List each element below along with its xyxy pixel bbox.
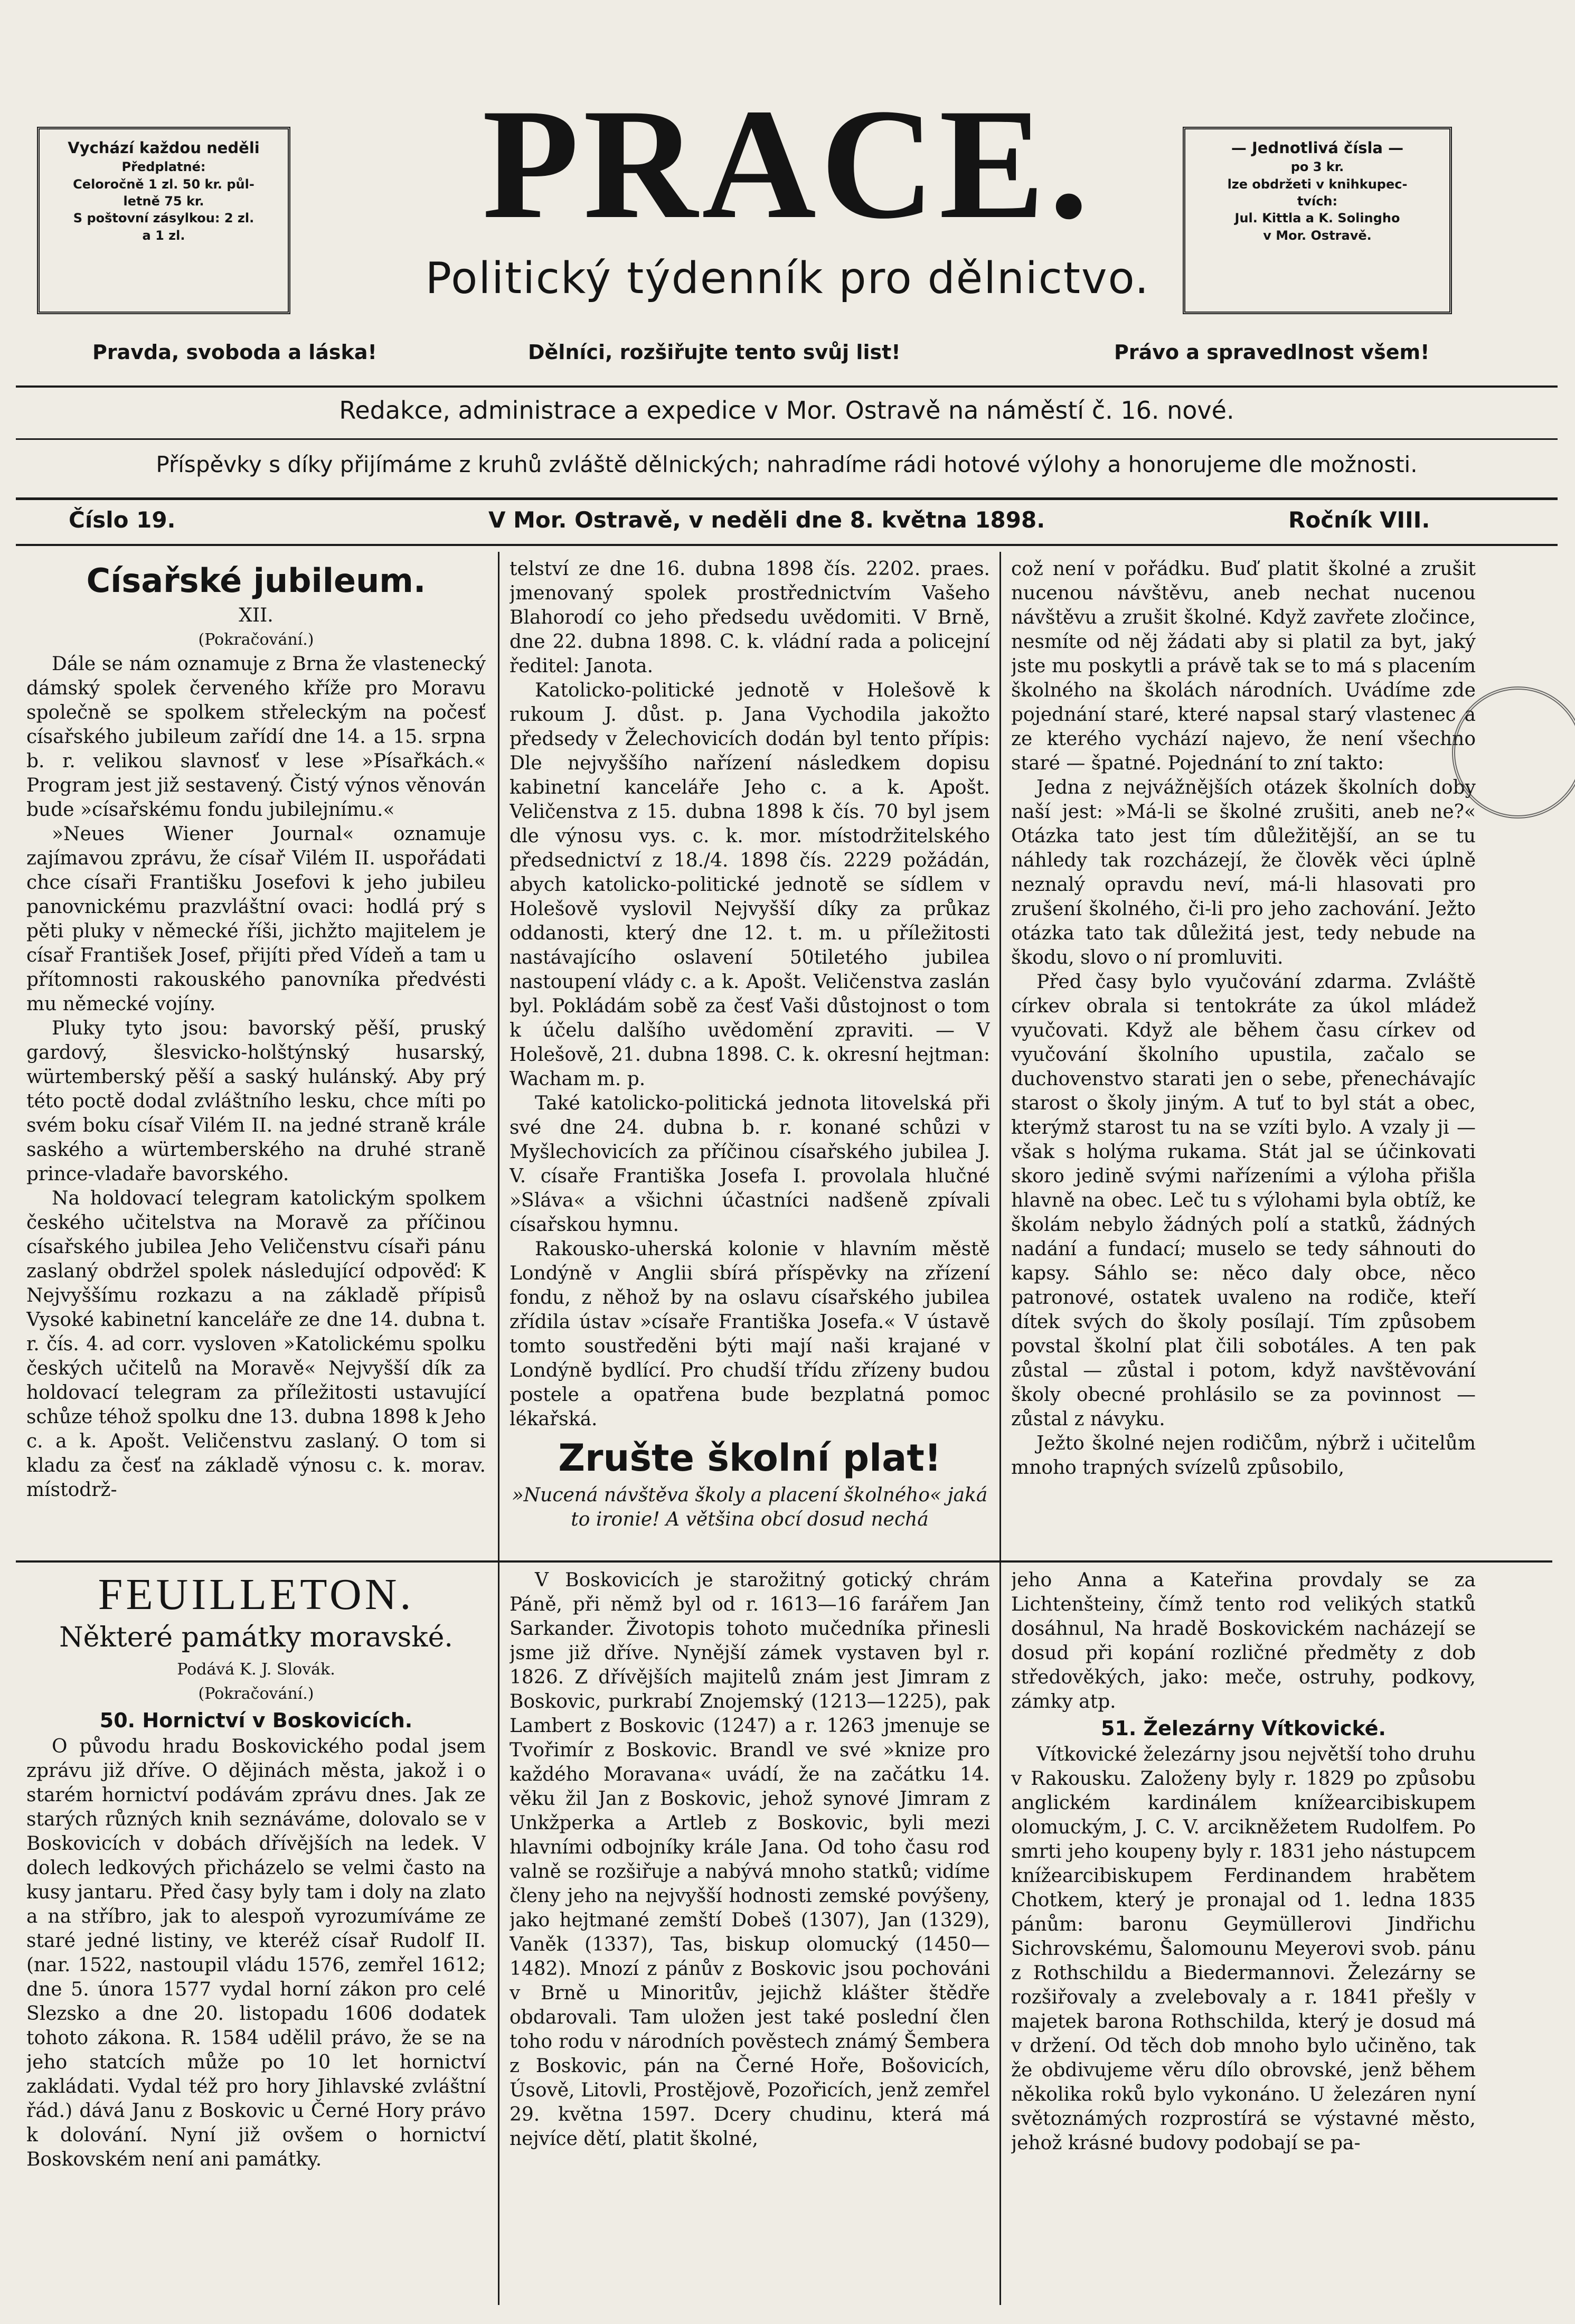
divider: [16, 544, 1558, 546]
feuilleton-section: 51. Železárny Vítkovické.: [1101, 1717, 1386, 1740]
column-3-feuilleton: [1011, 1568, 1476, 2302]
paragraph: Katolicko-politické jednotě v Holešově k rukoum J. důst. p. Jana Vychodila jakožto předsedy v Želechovicích dodán byl tento přípis: Dle nejvyššího nařízení následkem dopisu kabinetní kanceláře Jeho c. a k. Apošt. Veličenstva z 15. dubna 1898 k čís. 70 byl jsem dle výnosu vys. c. k. mor. místodržitelského předsednictví z 18./4. 1898 čís. 2229 požádán, abych katolicko-politické jednotě se sídlem v Holešově vyslovil Nejvyšší díky za průkaz oddanosti, který dne 12. t. m. u příležitosti nastávajícího oslavení 50tiletého jubilea nastoupení vlády c. a k. Apošt. Veličenstva zaslán byl. Pokládám sobě za česť Vaši důstojnost o tom k účelu dalšího uvědomění zpraviti. — V Holešově, 21. dubna 1898. C. k. okresní hejtman: Wacham m. p.: [510, 680, 990, 1090]
article-part: XII.: [239, 605, 273, 627]
motto-left: Pravda, svoboda a láska!: [92, 341, 377, 364]
feuilleton-continued: (Pokračování.): [198, 1684, 314, 1703]
motto-center: Dělníci, rozšiřujte tento svůj list!: [528, 341, 901, 364]
paragraph: telství ze dne 16. dubna 1898 čís. 2202. praes. jmenovaný spolek prostřednictvím Vašeho Blahorodí co jeho předsedu uvědomiti. V Brně, dne 22. dubna 1898. C. k. vládní rada a policejní ředitel: Janota.: [510, 558, 990, 677]
subscription-line: Předplatné:: [121, 159, 206, 175]
article-heading: Císařské jubileum.: [86, 561, 426, 600]
article-lead: »Nucená návštěva školy a placení školného« jaká to ironie! A většina obcí dosud nechá: [512, 1484, 988, 1530]
paragraph: Dále se nám oznamuje z Brna že vlastenecký dámský spolek červeného kříže pro Moravu společně se spolkem střeleckým na počesť císařského jubileum zařídí dne 14. a 15. srpna b. r. velikou slavnosť v lese »Písařkách.« Program jest již sestavený. Čistý výnos věnován bude »císařskému fondu jubilejnímu.«: [26, 653, 486, 821]
subscription-box-title: Vychází každou neděli: [68, 139, 260, 157]
subscription-line: S poštovní zásylkou: 2 zl.: [73, 211, 254, 226]
paragraph: Na holdovací telegram katolickým spolkem českého učitelstva na Moravě za příčinou císařského jubilea Jeho Veličenstvu císaři pánu zaslaný obdržel spolek následující odpověď: K Nejvyššímu rozkazu a na základě přípisů Vysoké kabinetní kanceláře ze dne 14. dubna t. r. čís. 4. ad corr. vysloven »Katolickému spolku českých učitelů na Moravě« Nejvyšší dík za holdovací telegram za příležitosti ustavující schůze téhož spolku dne 13. dubna 1898 k Jeho c. a k. Apošt. Veličenstvu zaslaný. O tom si kladu za česť na základě výnosu c. k. morav. místodrž-: [26, 1188, 486, 1501]
paragraph: O původu hradu Boskovického podal jsem zprávu již dříve. O dějinách města, jakož i o starém hornictví podávám zprávu dnes. Jak ze starých různých knih seznáváme, dolovalo se v Boskovicích v dobách dřívějších na ledek. V dolech ledkových přicházelo se velmi často na kusy jantaru. Před časy byly tam i doly na zlato a na stříbro, jak to alespoň vyrozumíváme ze staré jedné listiny, ve kteréž císař Rudolf II. (nar. 1522, nastoupil vládu 1576, zemřel 1612; dne 5. února 1577 vydal horní zákon pro celé Slezsko a dne 20. listopadu 1606 dodatek tohoto zákona. R. 1584 udělil právo, že se na jeho statcích může po 10 let hornictví zakládati. Vydal též pro hory Jihlavské zvláštní řád.) dává Janu z Boskovic u Černé Hory právo k dolování. Nyní již ovšem o hornictví Boskovském není ani památky.: [26, 1735, 486, 2170]
single-copy-line: po 3 kr.: [1290, 159, 1344, 175]
subscription-line: letně 75 kr.: [123, 193, 204, 209]
single-copy-box-title: — Jednotlivá čísla —: [1231, 139, 1404, 157]
single-copy-line: lze obdržeti v knihkupec-: [1227, 176, 1408, 192]
divider: [16, 497, 1558, 500]
single-copy-line: tvích:: [1297, 193, 1338, 209]
paragraph: Před časy bylo vyučování zdarma. Zvláště církev obrala si tentokráte za úkol mládež vyučovati. Když ale během času církev od vyučování školního upustila, začalo se duchovenstvo starati jen o sebe, přenechávajíc starost o školy jiným. A tuť to byl stát a obec, kterýmž starost tu na se vzíti bylo. A vzaly ji — však s holýma rukama. Stát jal se účinkovati skoro jedině svými nařízeními a výloha přišla hlavně na obec. Leč tu s výlohami byla obtíž, ke školám nebylo žádných polí a statků, žádných nadání a fundací; muselo se tedy sáhnouti do kapsy. Sáhlo se: něco daly obce, něco patronové, ostatek uvaleno na rodiče, kteří dítek svých do školy posílají. Tím způsobem povstal školní plat čili sobotáles. A ten pak zůstal — zůstal i potom, když navštěvování školy obecné prohlásilo se za povinnost — zůstal z návyku.: [1011, 971, 1476, 1430]
issue-volume: Ročník VIII.: [1288, 507, 1430, 533]
paragraph: Rakousko-uherská kolonie v hlavním městě Londýně v Anglii sbírá příspěvky na zřízení fondu, z něhož by na oslavu císařského jubilea zřídila ústav »císaře Františka Josefa.« V ústavě tomto soustředěni býti mají naši krajané v Londýně bydlící. Pro chudší třídu zřízeny budou postele a opatřena bude bezplatná pomoc lékařská.: [510, 1238, 990, 1430]
paragraph: Vítkovické železárny jsou největší toho druhu v Rakousku. Založeny byly r. 1829 po způsobu anglickém kardinálem knížearcibiskupem olomuckým, J. C. V. arcikněžetem Rudolfem. Po smrti jeho koupeny byly r. 1831 jeho nástupcem knížearcibiskupem Ferdinandem hrabětem Chotkem, který je pronajal od 1. ledna 1835 pánům: baronu Geymüllerovi Jindřichu Sichrovskému, Šalomounu Meyerovi svob. pánu z Rothschildu a Biedermannovi. Železárny se rozšiřovaly a zvelebovaly a r. 1841 přešly v majetek barona Rothschilda, který je dosud má v držení. Od těch dob mnoho bylo učiněno, tak že obdivujeme věru dílo obrovské, jenž během několika roků bylo vykonáno. U železáren nyní světoznámých rozprostírá se výstavné město, jehož krásné budovy podobají se pa-: [1011, 1744, 1476, 2154]
paragraph: což není v pořádku. Buď platit školné a zrušit nucenou návštěvu, aneb nechat nucenou návštěvu a zrušit školné. Když zavřete zločince, nesmíte od něj žádati aby si platil za byt, jaký jste mu poskytli a právě tak se to má s placením školného na školách národních. Uvádíme zde pojednání staré, které napsal starý vlastenec a ze kterého vychází najevo, že není všechno staré — špatné. Pojednání to zní takto:: [1011, 558, 1476, 774]
paragraph: Také katolicko-politická jednota litovelská při své dne 24. dubna b. r. konané schůzi v Myšlechovicích za příčinou císařského jubilea J. V. císaře Františka Josefa I. provolala hlučné »Sláva« a všichni účastníci nadšeně zpívali císařskou hymnu.: [510, 1093, 990, 1236]
column-3-upper: [1011, 557, 1476, 1555]
contributions-note: Příspěvky s díky přijímáme z kruhů zvláště dělnických; nahradíme rádi hotové výlohy a honorujeme dle možnosti.: [156, 451, 1418, 477]
subscription-line: a 1 zl.: [142, 228, 185, 243]
editorial-address: Redakce, administrace a expedice v Mor. Ostravě na náměstí č. 16. nové.: [339, 396, 1234, 425]
column-1-feuilleton: [26, 1568, 486, 2302]
paragraph: »Neues Wiener Journal« oznamuje zajímavou zprávu, že císař Vilém II. uspořádati chce císaři Františku Josefovi k jeho jubileu panovnickému prazvláštní ovaci: hodlá prý s pěti pluky v německé říši, jichžto majitelem je císař František Josef, přijíti před Vídeň a tam u přítomnosti rakouského panovníka předvésti mu německé vojíny.: [26, 823, 486, 1015]
feuilleton-section: 50. Hornictví v Boskovicích.: [99, 1708, 413, 1732]
issue-number: Číslo 19.: [69, 507, 176, 533]
issue-date: V Mor. Ostravě, v neděli dne 8. května 1898.: [488, 507, 1045, 533]
divider: [16, 438, 1558, 440]
paragraph: Jedna z nejvážnějších otázek školních doby naší jest: »Má-li se školné zrušiti, aneb ne?« Otázka tato jest tím důležitější, an se tu náhledy tak rozcházejí, že člověk věci úplně neznalý opravdu neví, má-li hlasovati pro zrušení školného, či-li pro jeho zachování. Ježto otázka tato tak důležitá jest, tedy nebude na škodu, slovo o ní promluviti.: [1011, 777, 1476, 968]
single-copy-line: Jul. Kittla a K. Solingho: [1234, 211, 1400, 226]
article-heading-2: Zrušte školní plat!: [558, 1436, 941, 1480]
paragraph: V Boskovicích je starožitný gotický chrám Páně, při němž byl od r. 1613—16 farářem Jan Sarkander. Životopis tohoto mučedníka přinesli jsme již dříve. Nynější zámek vystaven byl r. 1826. Z dřívějších majitelů znám jest Jimram z Boskovic, purkrabí Znojemský (1213—1225), pak Lambert z Boskovic (1247) a r. 1263 jmenuje se Tvořimír z Boskovic. Brandl ve své »knize pro každého Moravana« uvádí, že na začátku 14. věku žil Jan z Boskovic, jehož synové Jimram z Unkžperka a Artleb z Boskovic, byli mezi hlavními odbojníky krále Jana. Od toho času rod valně se rozšiřuje a nabývá mnoho statků; vidíme členy jeho na nejvyšší hodnosti zemské povýšeny, jako hejtmané zemští Dobeš (1307), Jan (1329), Vaněk (1337), Tas, biskup olomucký (1450—1482). Mnozí z pánův z Boskovic jsou pochováni v Brně u Minoritův, jejichž klášter štědře obdarovali. Tam uložen jest také poslední člen toho rodu v národních pověstech známý Šembera z Boskovic, pán na Černé Hoře, Bošovicích, Úsově, Litovli, Prostějově, Pozořicích, jenž zemřel 29. května 1597. Dcery chudinu, která má nejvíce dětí, platit školné,: [510, 1569, 990, 2150]
newspaper-subtitle: Politický týdenník pro dělnictvo.: [425, 253, 1150, 304]
motto-right: Právo a spravedlnost všem!: [1114, 341, 1430, 364]
feuilleton-author: Podává K. J. Slovák.: [177, 1660, 335, 1679]
library-stamp: [1452, 686, 1575, 818]
paragraph: jeho Anna a Kateřina provdaly se za Lichtenšteiny, čímž tento rod velikých statků dosáhnul, Na hradě Boskovickém nacházejí se dosud při kopání rozličné předměty z dob středověkých, jako: meče, ostruhy, podkovy, zámky atp.: [1011, 1569, 1476, 1713]
single-copy-line: v Mor. Ostravě.: [1263, 228, 1372, 243]
divider: [16, 385, 1558, 388]
newspaper-title: PRACE.: [482, 76, 1093, 251]
subscription-line: Celoročně 1 zl. 50 kr. půl-: [73, 176, 254, 192]
paragraph: Pluky tyto jsou: bavorský pěší, pruský gardový, šlesvicko-holštýnský husarský, würtemberský pěší a saský hulánský. Aby prý této poctě dodal zvláštního lesku, chce míti po svém boku císař Vilém II. na jedné straně krále saského a würtemberského na druhé straně prince-vladaře bavorského.: [26, 1018, 486, 1185]
paragraph: Ježto školné nejen rodičům, nýbrž i učitelům mnoho trapných svízelů způsobilo,: [1011, 1433, 1476, 1479]
column-2-upper: [510, 557, 990, 1555]
column-rule: [498, 552, 499, 2305]
feuilleton-heading: FEUILLETON.: [98, 1570, 414, 1619]
article-continued: (Pokračování.): [198, 631, 314, 650]
feuilleton-title: Některé památky moravské.: [59, 1622, 453, 1654]
column-1-upper: [26, 557, 486, 1555]
column-2-feuilleton: [510, 1568, 990, 2302]
column-rule: [999, 552, 1001, 2305]
feuilleton-rule: [16, 1560, 1552, 1563]
